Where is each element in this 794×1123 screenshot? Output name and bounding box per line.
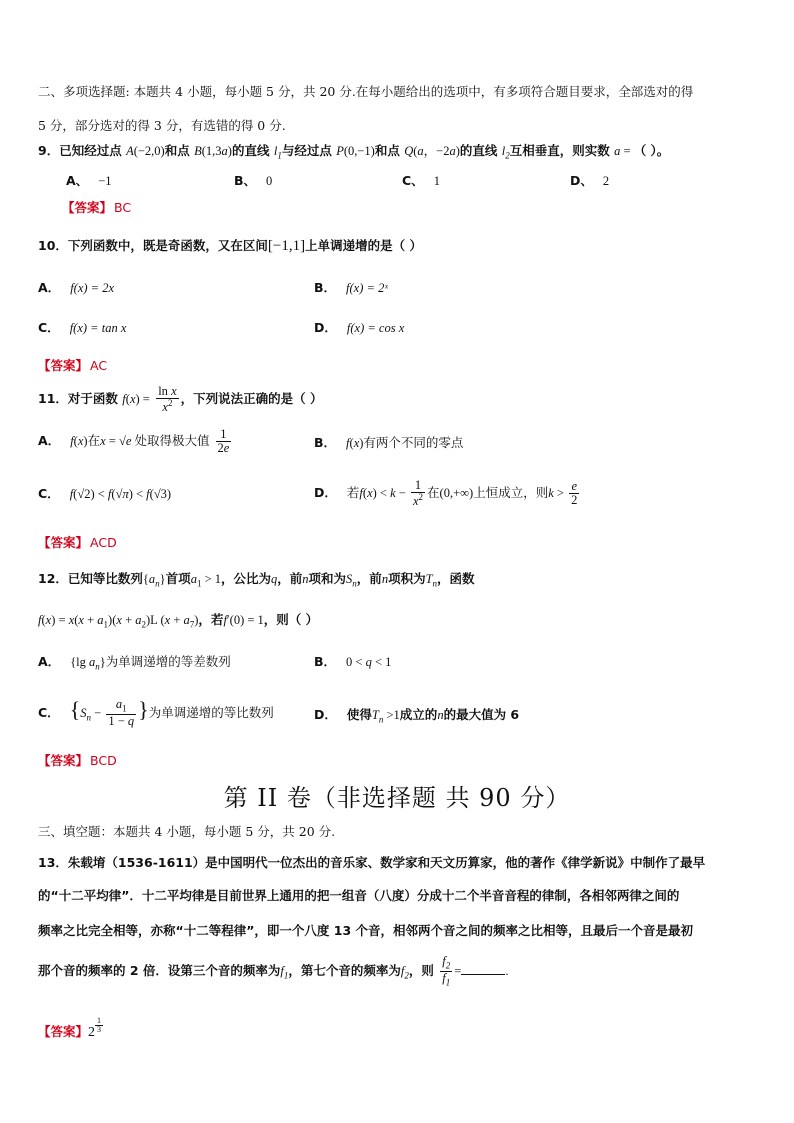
question-10 [38,236,422,255]
q11-text: 对于函数 [67,391,118,407]
q10-text: 下列函数中，既是奇函数，又在区间 [67,238,268,253]
q9-text: 和点 [374,143,400,158]
sum-sn: $S_n$ [346,572,357,589]
answer-value: AC [90,358,108,373]
q11-option-d [314,479,581,508]
equals-sign: = [454,963,462,978]
q11-option-a [38,428,233,455]
answer-tag: 【答案】 [38,535,89,550]
question-12 [38,569,475,589]
option-value: 1 [433,174,440,188]
point-p-coords: (0,−1) [343,144,375,158]
q9-text: 和点 [164,143,190,158]
q12-text: ，前 [356,571,382,586]
freq-f1: $f_1$ [280,963,289,981]
line-l2: $l_2$ [501,144,510,161]
section2-instructions-line1: 二、多项选择题: 本题共 4 小题，每小题 5 分，共 20 分.在每小题给出的选项中，有多项符合题目要求，全部选对的得 [38,84,694,99]
q10-text: 上单调递增的是（ ） [305,238,422,253]
point-q: Q [404,144,414,158]
option-expr: n [437,708,444,722]
fraction-a1-over-1-minus-q: $\frac{a_1}{1 - q}$ [108,697,135,729]
option-expr: x [100,434,106,449]
section3-instructions: 三、填空题：本题共 4 小题，每小题 5 分，共 20 分. [38,824,336,839]
question-number: 12． [38,571,68,586]
answer-tag: 【答案】 [38,358,89,373]
option-value: −1 [98,174,112,188]
option-text: 处取得极大值 [134,433,210,449]
option-text: 上恒成立，则 [473,485,549,501]
q9-option-a [66,171,112,189]
q9-text: 的直线 [231,143,270,158]
q10-option-a [38,278,114,296]
question-12-line2 [38,610,318,630]
option-expr: (0,+∞) [439,486,474,501]
q12-option-d [314,705,519,725]
equals-sign: = [620,144,634,158]
question-9 [38,141,669,161]
q11-text: ，下列说法正确的是（ ） [180,391,323,407]
option-text: 为单调递增的等比数列 [148,705,274,720]
option-label: A． [38,433,61,449]
point-b: B [194,144,202,158]
function-fx: $f(x) = x(x + a_1)(x + a_2)L$ $(x + a_7)$ [38,613,199,630]
fraction-lnx-over-x2: $\frac{\text{ln x}}{x^2}$ [158,384,177,415]
option-text: 若 [346,485,360,501]
period: . [505,963,509,978]
brace-open: { [69,697,81,722]
option-label: A． [38,654,61,669]
option-expr: = √e [105,434,132,449]
question-number: 11． [38,391,68,407]
question-number: 13． [38,855,68,870]
option-expr: $T_n$ [371,708,384,725]
answer-tag: 【答案】 [38,1023,89,1039]
q9-text: （ ）。 [633,143,670,158]
derivative-condition: f′(0) = 1 [223,613,264,627]
q9-text: 已知经过点 [59,143,122,158]
option-text: 为单调递增的等差数列 [105,654,231,669]
question-number: 9． [38,143,60,158]
fraction-f2-over-f1: $\frac{f_2}{f_1}$ [442,954,451,988]
option-text: 使得 [346,707,372,722]
option-value: f(x) = cos x [346,321,405,335]
option-label: C． [38,705,60,720]
variable-a: a [614,144,621,158]
option-expr: f [346,436,350,450]
q12-text: 项和为 [308,571,347,586]
var-n: n [381,572,389,586]
q10-option-c [38,318,126,336]
brace-close: } [138,697,149,722]
section2-instructions-line2: 5 分，部分选对的得 3 分，有选错的得 0 分. [38,118,286,133]
option-label: A． [38,280,61,295]
option-expr: $S_n$ − [80,706,105,723]
q12-text: ，若 [198,612,224,627]
option-label: D、 [570,173,593,188]
option-label: A、 [66,173,89,188]
option-value: 2 [602,174,610,188]
point-a-coords: (−2,0) [133,144,165,158]
option-label: B． [314,654,337,669]
option-text: 成立的 [399,707,438,722]
q9-option-c [402,171,440,189]
fraction-1-over-2e: $\frac{1}{2e}$ [217,427,230,456]
q9-text: 与经过点 [281,143,332,158]
question-13-line1 [38,853,705,871]
option-value: f(x) = 2x [70,281,115,295]
q9-answer [62,198,131,216]
option-label: B． [314,280,337,295]
q12-option-a [38,652,231,672]
answer-value: BC [114,200,132,215]
answer-value: 2 $^{\frac{1}{3}}$ [88,1016,102,1040]
option-expr: k > [548,486,568,501]
interval: [−1,1] [267,238,306,254]
line-l1: $l_1$ [273,144,282,161]
answer-blank[interactable] [461,962,505,975]
option-value: f(x) = tan x [69,321,127,335]
option-expr: (x) [349,436,364,450]
point-p: P [336,144,344,158]
q12-text: ，公比为 [221,571,272,586]
q10-option-d [314,318,404,336]
option-value: 0 [266,174,273,188]
option-text: 的最大值为 6 [443,707,520,722]
option-label: C、 [402,173,424,188]
product-tn: $T_n$ [425,572,438,589]
q12-text: ，则（ ） [263,612,319,627]
question-13-line3: 频率之比完全相等，亦称“十二等程律”，即一个八度 13 个音，相邻两个音之间的频率之比相等，且最后一个音是最初 [38,923,694,938]
answer-value: BCD [90,753,117,768]
point-b-coords: (1,3a) [201,144,232,158]
function-expr: f [122,392,126,407]
q11-answer [38,533,117,551]
option-expr: >1 [383,708,400,722]
q10-option-b [314,278,388,296]
question-13-line4 [38,955,508,988]
q9-text: 互相垂直，则实数 [509,143,610,158]
fraction-1-over-x2: $\frac{1}{x^2}$ [412,478,424,509]
q9-option-d [570,171,609,189]
freq-f2: $f_2$ [400,963,409,981]
sequence-an: $\{a_n\}$ [142,572,166,589]
q12-text: 首项 [165,571,191,586]
first-term-condition: $a_1 > 1$ [190,572,221,589]
ratio-q: q [271,572,278,586]
option-expr: (x) [73,434,88,449]
question-13-line2: 的“十二平均律”．十二平均律是目前世界上通用的把一组音（八度）分成十二个半音音程的律制，各相邻两律之间的 [38,888,680,903]
q13-answer [38,1017,103,1041]
q12-option-b [314,652,391,670]
q10-answer [38,356,107,374]
option-expr: f(√2) < f(√π) < f(√3) [69,487,172,501]
q12-option-c [38,697,274,729]
answer-tag: 【答案】 [62,200,113,215]
q13-text: 朱载堉（1536-1611）是中国明代一位杰出的音乐家、数学家和天文历算家，他的著作《律学新说》中制作了最早 [67,855,706,870]
question-number: 10． [38,238,68,253]
var-n: n [302,572,309,586]
answer-value: ACD [90,535,117,550]
option-text: 在 [427,485,440,501]
point-a: A [126,144,134,158]
option-label: D． [314,320,337,335]
option-expr: {lg $a_n$} [70,655,106,672]
q12-text: ，函数 [437,571,475,586]
q13-text: ，第七个音的频率为 [288,962,401,978]
option-label: D． [314,707,337,722]
q13-text: 那个音的频率的 2 倍．设第三个音的频率为 [38,962,281,978]
option-label: D． [314,485,337,501]
option-label: B． [314,435,337,450]
q12-answer [38,751,117,769]
q9-text: 的直线 [459,143,498,158]
function-arg: (x) = [125,392,150,407]
option-expr: f(x) < k − [359,486,409,501]
q12-text: ，前 [277,571,303,586]
option-label: B、 [234,173,257,188]
answer-tag: 【答案】 [38,753,89,768]
part-2-title: 第 II 卷（非选择题 共 90 分） [223,784,571,812]
option-expr: f [70,434,74,449]
option-label: C． [38,486,60,501]
question-11 [38,385,322,414]
option-expr: 0 < q < 1 [346,655,392,669]
q13-text: ，则 [408,962,434,978]
option-text: 有两个不同的零点 [363,435,464,450]
option-label: C． [38,320,60,335]
q12-text: 项积为 [388,571,426,586]
option-value: f(x) = 2ˣ [346,281,388,295]
option-text: 在 [87,433,101,449]
fraction-e-over-2: $\frac{e}{2}$ [571,479,578,508]
q11-option-c [38,484,171,502]
q12-text: 已知等比数列 [67,571,143,586]
q9-option-b [234,171,272,189]
point-q-coords: (a，−2a) [413,144,460,158]
q11-option-b [314,433,463,451]
